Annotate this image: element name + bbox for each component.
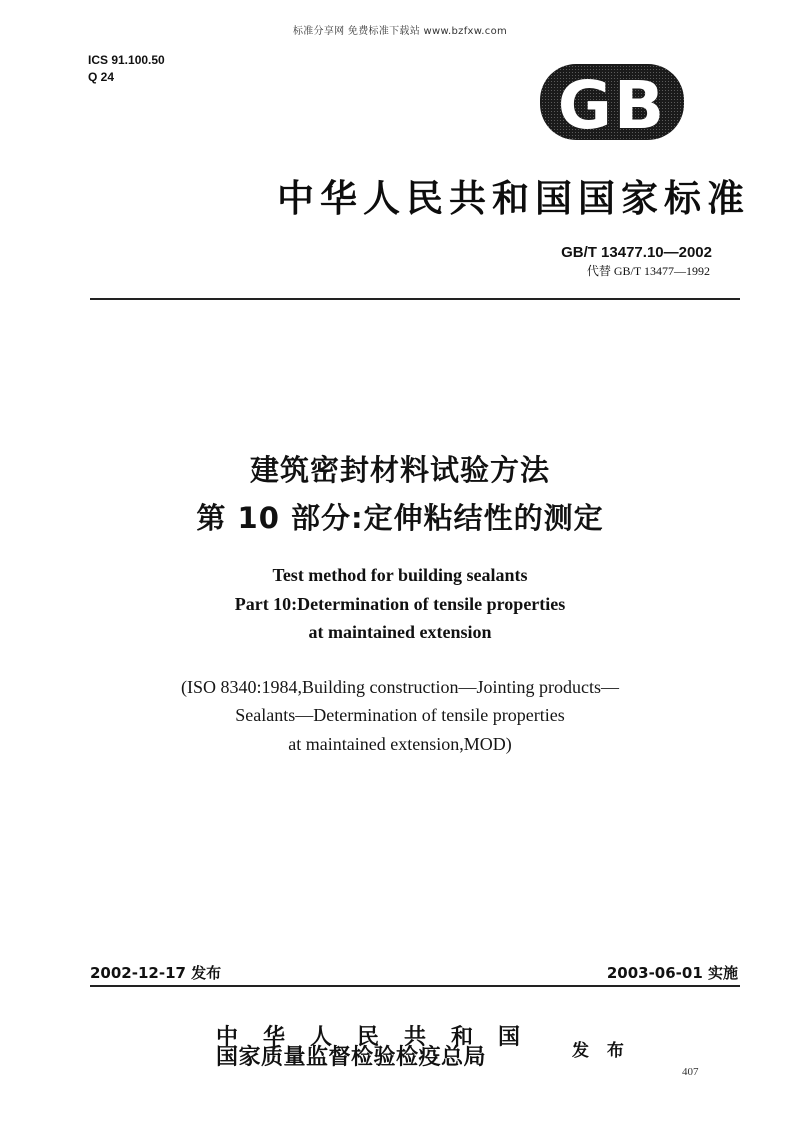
gb-logo	[538, 62, 686, 142]
page-number: 407	[682, 1066, 699, 1078]
ics-code: ICS 91.100.50	[88, 53, 165, 67]
national-standard-title: 中华人民共和国国家标准	[277, 176, 750, 220]
title-en-line3: at maintained extension	[308, 622, 492, 642]
gb-logo-text: GB	[557, 67, 667, 142]
title-cn-line2: 第 10 部分:定伸粘结性的测定	[196, 501, 604, 535]
iso-reference-line3: at maintained extension,MOD)	[288, 734, 512, 754]
title-cn-line1: 建筑密封材料试验方法	[249, 453, 550, 487]
implementation-date: 2003-06-01 实施	[606, 964, 738, 982]
iso-reference-line2: Sealants—Determination of tensile properties	[235, 705, 565, 725]
issue-verb: 发 布	[572, 1041, 630, 1061]
issuer-line1: 中华人民共和国	[216, 1024, 546, 1050]
title-en-line2: Part 10:Determination of tensile properties	[234, 594, 566, 614]
header-rule	[90, 298, 740, 300]
classification-codes	[88, 52, 165, 86]
title-en-line1: Test method for building sealants	[272, 565, 528, 585]
standard-number: GB/T 13477.10—2002	[561, 244, 712, 261]
watermark-text: 标准分享网 免费标准下载站 www.bzfxw.com	[292, 26, 508, 37]
iso-reference-line1: (ISO 8340:1984,Building construction—Jointing products—	[181, 677, 619, 697]
footer-rule	[90, 985, 740, 987]
replaces-standard: 代替 GB/T 13477—1992	[586, 264, 710, 278]
ccs-code: Q 24	[88, 70, 115, 84]
issue-date: 2002-12-17 发布	[90, 964, 222, 982]
issuer-line2: 国家质量监督检验检疫总局	[216, 1044, 487, 1070]
